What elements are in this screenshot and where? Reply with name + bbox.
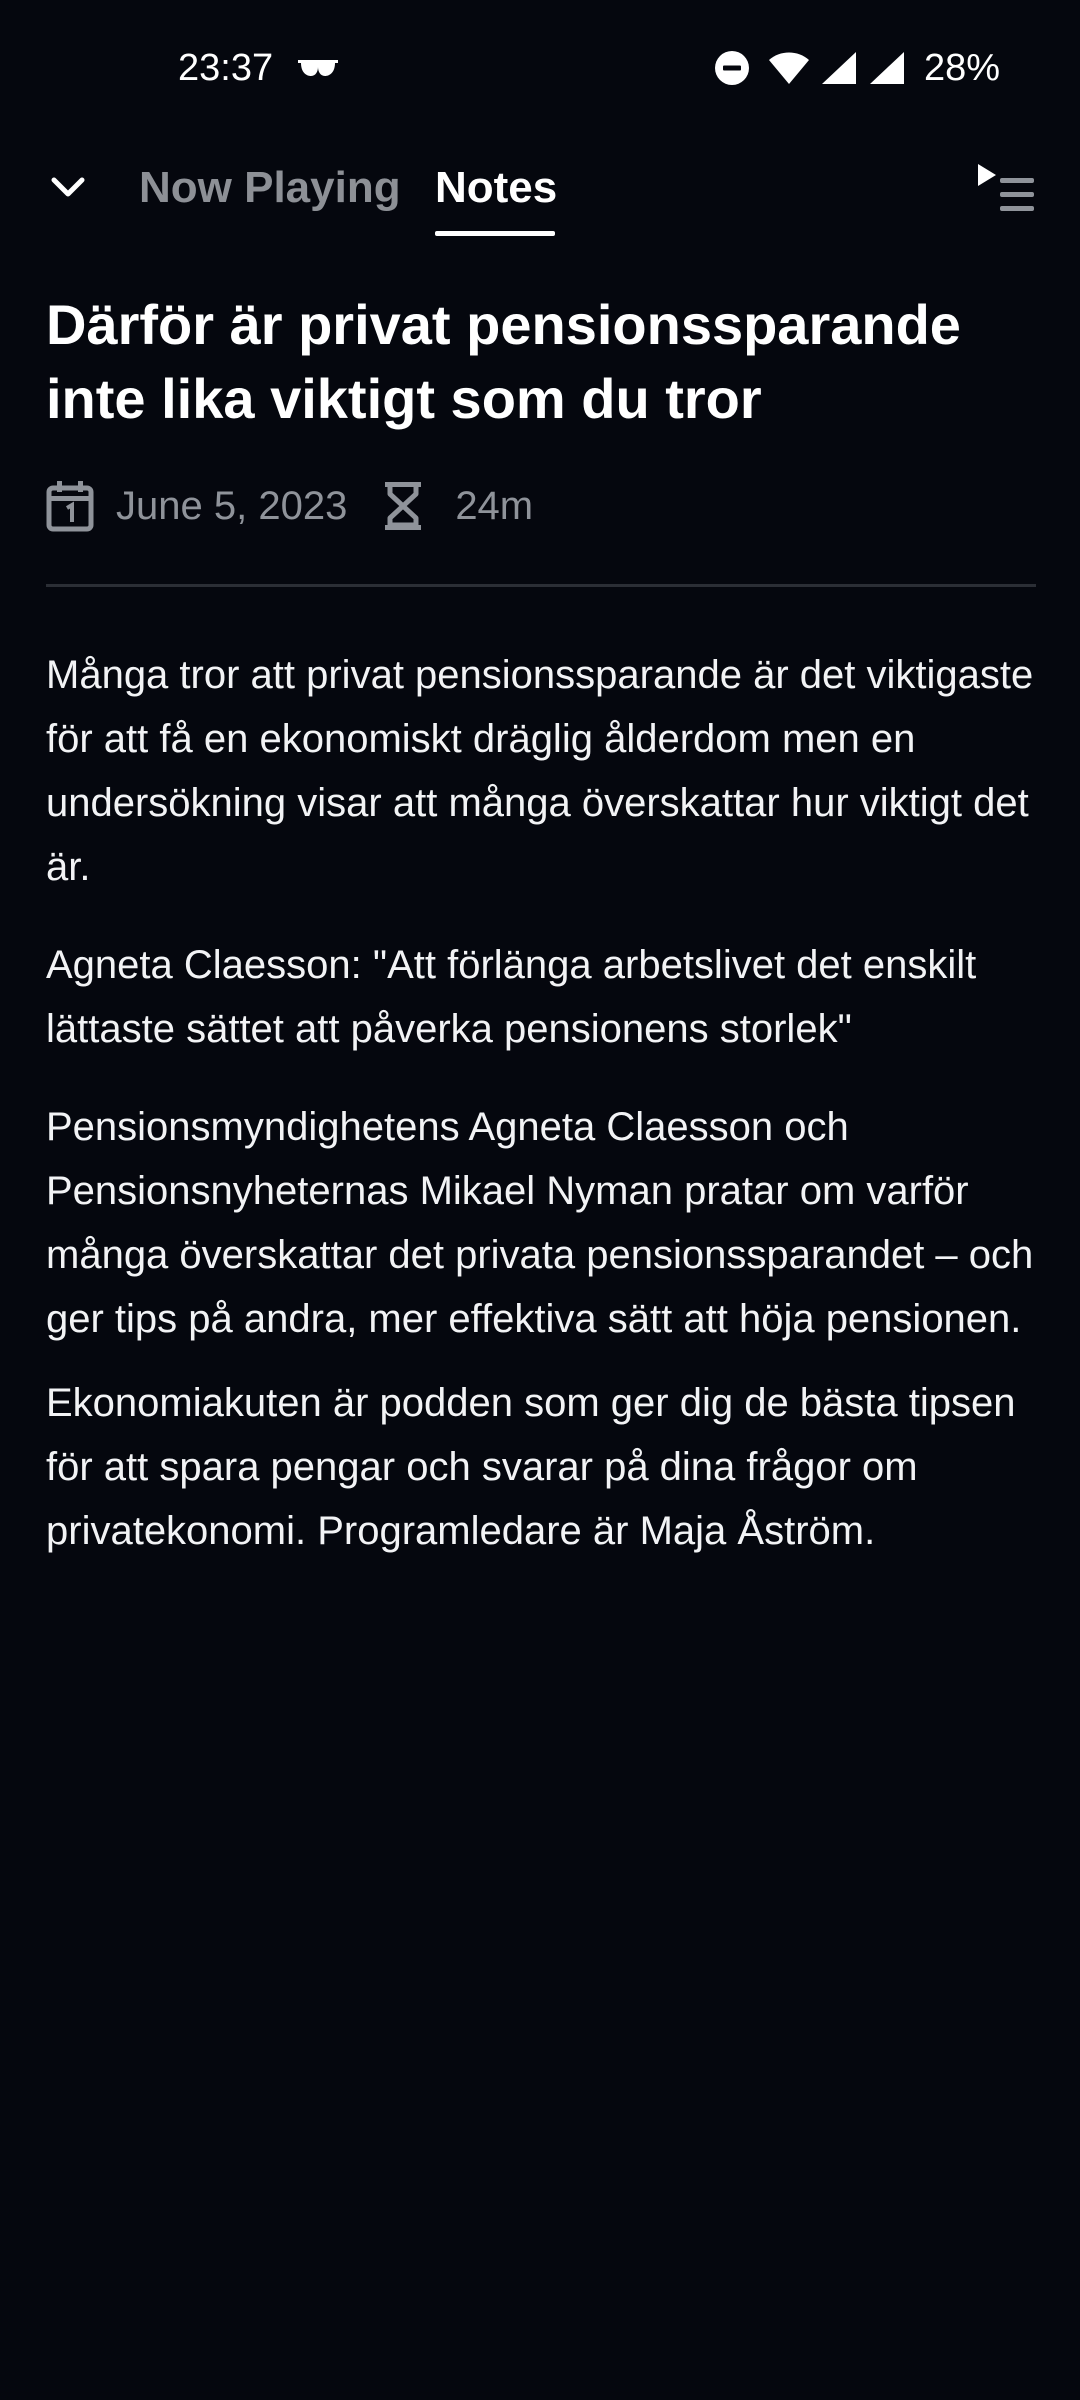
wifi-icon xyxy=(768,50,810,86)
glasses-icon xyxy=(296,56,340,80)
notes-content xyxy=(46,288,1036,1597)
tab-notes[interactable]: Notes xyxy=(435,163,558,212)
episode-date: June 5, 2023 xyxy=(116,483,348,528)
show-notes xyxy=(46,643,1036,1563)
notes-paragraph: Agneta Claesson: "Att förlänga arbetslivet det enskilt lättaste sättet att påverka pensionens storlek" xyxy=(46,943,977,1051)
hourglass-icon xyxy=(383,480,423,532)
status-time: 23:37 xyxy=(178,47,274,89)
play-queue-icon xyxy=(976,162,1036,214)
divider xyxy=(46,584,1036,587)
status-bar xyxy=(0,0,1080,136)
battery-percent: 28% xyxy=(923,47,1000,89)
notes-paragraph: Många tror att privat pensionssparande är det viktigaste för att få en ekonomiskt dräglig ålderdom men en undersökning visar att många överskattar hur viktigt det är. xyxy=(46,653,1034,889)
episode-duration: 24m xyxy=(455,483,534,528)
tab-now-playing[interactable]: Now Playing xyxy=(139,163,401,212)
play-queue-button[interactable] xyxy=(968,150,1044,226)
chevron-down-icon xyxy=(50,176,86,200)
collapse-button[interactable] xyxy=(36,156,100,220)
calendar-icon xyxy=(46,480,94,532)
player-toolbar xyxy=(0,136,1080,240)
episode-meta xyxy=(46,474,1036,538)
signal-icon xyxy=(820,50,858,86)
notes-paragraph: Pensionsmyndighetens Agneta Claesson och Pensionsnyheternas Mikael Nyman pratar om varför många överskattar det privata pensionssparandet – och ger tips på andra, mer effektiva sätt att höja pensionen. xyxy=(46,1105,1034,1341)
do-not-disturb-icon xyxy=(714,50,750,86)
signal-icon-secondary xyxy=(868,50,906,86)
active-tab-indicator xyxy=(435,231,555,236)
status-icons xyxy=(714,44,1000,92)
episode-title: Därför är privat pensionssparande inte lika viktigt som du tror xyxy=(46,293,961,430)
notes-paragraph: Ekonomiakuten är podden som ger dig de bästa tipsen för att spara pengar och svarar på dina frågor om privatekonomi. Programledare är Maja Åström. xyxy=(46,1381,1016,1553)
